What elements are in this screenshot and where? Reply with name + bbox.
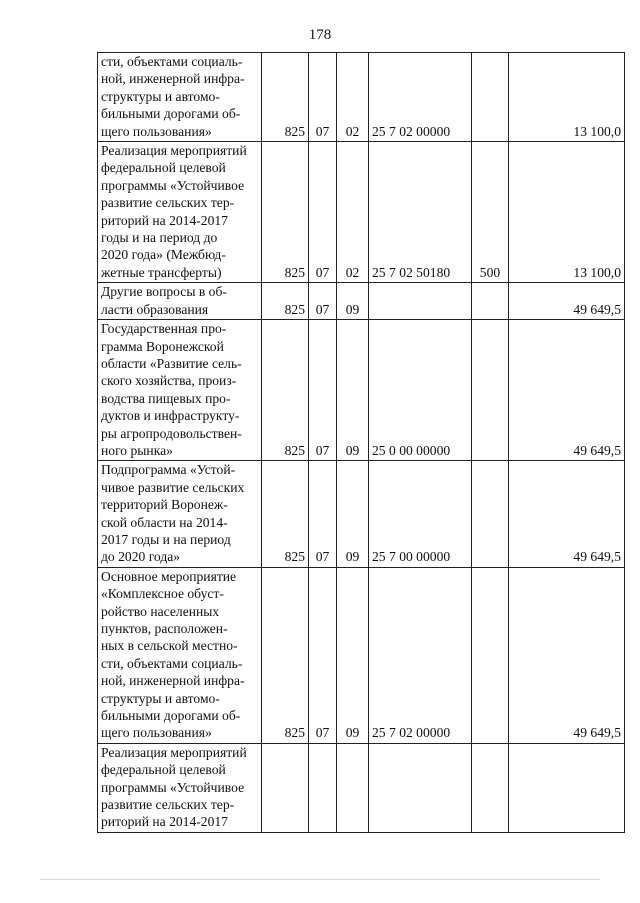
subsection-cell: 02	[337, 53, 369, 142]
grbs-cell: 825	[262, 142, 309, 283]
section-cell	[309, 743, 337, 832]
section-cell: 07	[309, 567, 337, 743]
name-line: Другие вопросы в об-	[101, 284, 227, 300]
grbs-cell: 825	[262, 53, 309, 142]
target-article-cell: 25 0 00 00000	[369, 320, 472, 461]
name-line: развитие сельских тер-	[101, 195, 235, 211]
name-line: грамма Воронежской	[101, 338, 224, 354]
expense-type-cell	[472, 567, 509, 743]
name-line: ласти образования	[101, 301, 209, 317]
name-line: до 2020 года»	[101, 549, 181, 565]
name-line: ного рынка»	[101, 442, 173, 458]
name-cell	[98, 142, 262, 283]
amount-cell: 49 649,5	[509, 320, 625, 461]
name-line: сти, объектами социаль-	[101, 655, 243, 671]
name-line: годы и на период до	[101, 230, 218, 246]
name-line: ройство населенных	[101, 603, 220, 619]
name-line: федеральной целевой	[101, 762, 226, 778]
section-cell: 07	[309, 142, 337, 283]
name-line: Реализация мероприятий	[101, 744, 247, 760]
name-line: структуры и автомо-	[101, 88, 220, 104]
table-row	[98, 461, 625, 567]
name-line: сти, объектами социаль-	[101, 54, 243, 69]
target-article-cell	[369, 283, 472, 320]
subsection-cell: 09	[337, 320, 369, 461]
name-line: риторий на 2014-2017	[101, 814, 228, 830]
name-cell	[98, 567, 262, 743]
expense-type-cell: 500	[472, 142, 509, 283]
name-line: ной, инженерной инфра-	[101, 673, 245, 689]
name-line: жетные трансферты)	[101, 264, 222, 280]
section-cell: 07	[309, 283, 337, 320]
budget-table	[97, 52, 625, 833]
subsection-cell: 02	[337, 142, 369, 283]
name-line: бильными дорогами об-	[101, 106, 241, 122]
name-line: структуры и автомо-	[101, 690, 220, 706]
table-row	[98, 283, 625, 320]
budget-table-body	[98, 53, 625, 833]
subsection-cell: 09	[337, 567, 369, 743]
expense-type-cell	[472, 53, 509, 142]
amount-cell: 49 649,5	[509, 567, 625, 743]
name-line: ского хозяйства, произ-	[101, 373, 237, 389]
name-line: Реализация мероприятий	[101, 143, 247, 159]
subsection-cell	[337, 743, 369, 832]
name-cell	[98, 53, 262, 142]
subsection-cell: 09	[337, 283, 369, 320]
table-row	[98, 142, 625, 283]
amount-cell: 49 649,5	[509, 283, 625, 320]
section-cell: 07	[309, 461, 337, 567]
expense-type-cell	[472, 461, 509, 567]
amount-cell: 13 100,0	[509, 53, 625, 142]
table-row	[98, 567, 625, 743]
name-line: 2020 года» (Межбюд-	[101, 247, 226, 263]
expense-type-cell	[472, 320, 509, 461]
name-cell	[98, 320, 262, 461]
name-line: федеральной целевой	[101, 160, 226, 176]
table-row	[98, 320, 625, 461]
target-article-cell: 25 7 00 00000	[369, 461, 472, 567]
target-article-cell: 25 7 02 50180	[369, 142, 472, 283]
subsection-cell: 09	[337, 461, 369, 567]
name-line: развитие сельских тер-	[101, 797, 235, 813]
page-number: 178	[308, 27, 332, 43]
name-line: Подпрограмма «Устой-	[101, 462, 236, 478]
name-line: щего пользования»	[101, 725, 212, 741]
name-line: программы «Устойчивое	[101, 779, 245, 795]
name-cell	[98, 283, 262, 320]
name-line: области «Развитие сель-	[101, 355, 242, 371]
name-line: Основное мероприятие	[101, 568, 237, 584]
name-cell	[98, 461, 262, 567]
name-line: бильными дорогами об-	[101, 708, 241, 724]
grbs-cell	[262, 743, 309, 832]
target-article-cell: 25 7 02 00000	[369, 567, 472, 743]
name-line: пунктов, расположен-	[101, 621, 228, 636]
name-line: Государственная про-	[101, 321, 227, 337]
name-line: программы «Устойчивое	[101, 177, 245, 193]
grbs-cell: 825	[262, 320, 309, 461]
name-line: водства пищевых про-	[101, 390, 231, 406]
section-cell: 07	[309, 53, 337, 142]
table-row	[98, 743, 625, 832]
name-line: ры агропродовольствен-	[101, 425, 242, 441]
name-line: «Комплексное обуст-	[101, 586, 224, 602]
scan-edge-line	[40, 879, 600, 880]
target-article-cell: 25 7 02 00000	[369, 53, 472, 142]
section-cell: 07	[309, 320, 337, 461]
name-line: чивое развитие сельских	[101, 479, 245, 495]
name-line: риторий на 2014-2017	[101, 212, 228, 228]
name-line: 2017 годы и на период	[101, 531, 231, 547]
name-line: территорий Воронеж-	[101, 497, 228, 513]
grbs-cell: 825	[262, 567, 309, 743]
amount-cell	[509, 743, 625, 832]
name-cell	[98, 743, 262, 832]
name-line: дуктов и инфраструкту-	[101, 408, 240, 424]
expense-type-cell	[472, 283, 509, 320]
grbs-cell: 825	[262, 283, 309, 320]
target-article-cell	[369, 743, 472, 832]
table-row	[98, 53, 625, 142]
name-line: ных в сельской местно-	[101, 638, 238, 654]
name-line: щего пользования»	[101, 123, 212, 139]
expense-type-cell	[472, 743, 509, 832]
grbs-cell: 825	[262, 461, 309, 567]
amount-cell: 49 649,5	[509, 461, 625, 567]
name-line: ской области на 2014-	[101, 514, 228, 530]
amount-cell: 13 100,0	[509, 142, 625, 283]
name-line: ной, инженерной инфра-	[101, 71, 245, 87]
